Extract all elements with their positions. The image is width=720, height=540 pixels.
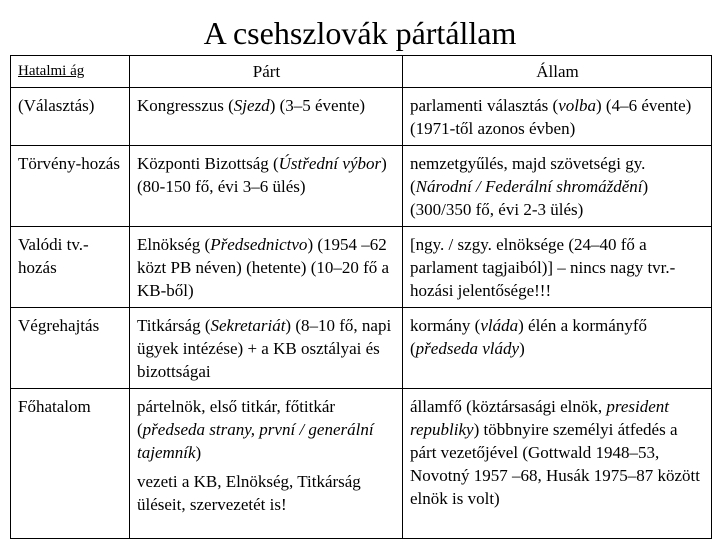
party-cell: Titkárság (Sekretariát) (8–10 fő, napi ügyek intézése) + a KB osztályai és bizottságai xyxy=(130,308,403,389)
table-row xyxy=(11,389,712,539)
table-row xyxy=(11,308,712,389)
table-row xyxy=(11,227,712,308)
comparison-table xyxy=(10,55,712,539)
page-title: A csehszlovák pártállam xyxy=(203,15,517,51)
state-cell: [ngy. / szgy. elnöksége (24–40 fő a parlament tagjaiból)] – nincs nagy tvr.-hozási jelentősége!!! xyxy=(403,227,712,308)
state-cell: parlamenti választás (volba) (4–6 évente) (1971-től azonos évben) xyxy=(403,88,712,146)
party-cell: Kongresszus (Sjezd) (3–5 évente) xyxy=(130,88,403,146)
header-row xyxy=(11,56,712,88)
party-cell: Elnökség (Předsednictvo) (1954 –62 közt PB néven) (hetente) (10–20 fő a KB-ből) xyxy=(130,227,403,308)
row-label: Törvény-hozás xyxy=(11,146,130,227)
header-part: Párt xyxy=(130,56,403,88)
row-label: Főhatalom xyxy=(11,389,130,539)
row-label: (Választás) xyxy=(11,88,130,146)
party-cell: Központi Bizottság (Ústřední výbor) (80-150 fő, évi 3–6 ülés) xyxy=(130,146,403,227)
state-cell: államfő (köztársasági elnök, president republiky) többnyire személyi átfedés a párt vezetőjével (Gottwald 1948–53, Novotný 1957 –68, Husák 1975–87 között elnök is volt) xyxy=(403,389,712,539)
header-allam: Állam xyxy=(403,56,712,88)
row-label: Végrehajtás xyxy=(11,308,130,389)
row-label: Valódi tv.-hozás xyxy=(11,227,130,308)
header-hatalmi-ag: Hatalmi ág xyxy=(11,56,130,88)
state-cell: nemzetgyűlés, majd szövetségi gy. (Národní / Federální shromáždění) (300/350 fő, évi 2-3 ülés) xyxy=(403,146,712,227)
table-row xyxy=(11,146,712,227)
party-cell: pártelnök, első titkár, főtitkár (předseda strany, první / generální tajemník) vezeti a KB, Elnökség, Titkárság üléseit, szervezetét is! xyxy=(130,389,403,539)
table-row xyxy=(11,88,712,146)
state-cell: kormány (vláda) élén a kormányfő (předseda vlády) xyxy=(403,308,712,389)
